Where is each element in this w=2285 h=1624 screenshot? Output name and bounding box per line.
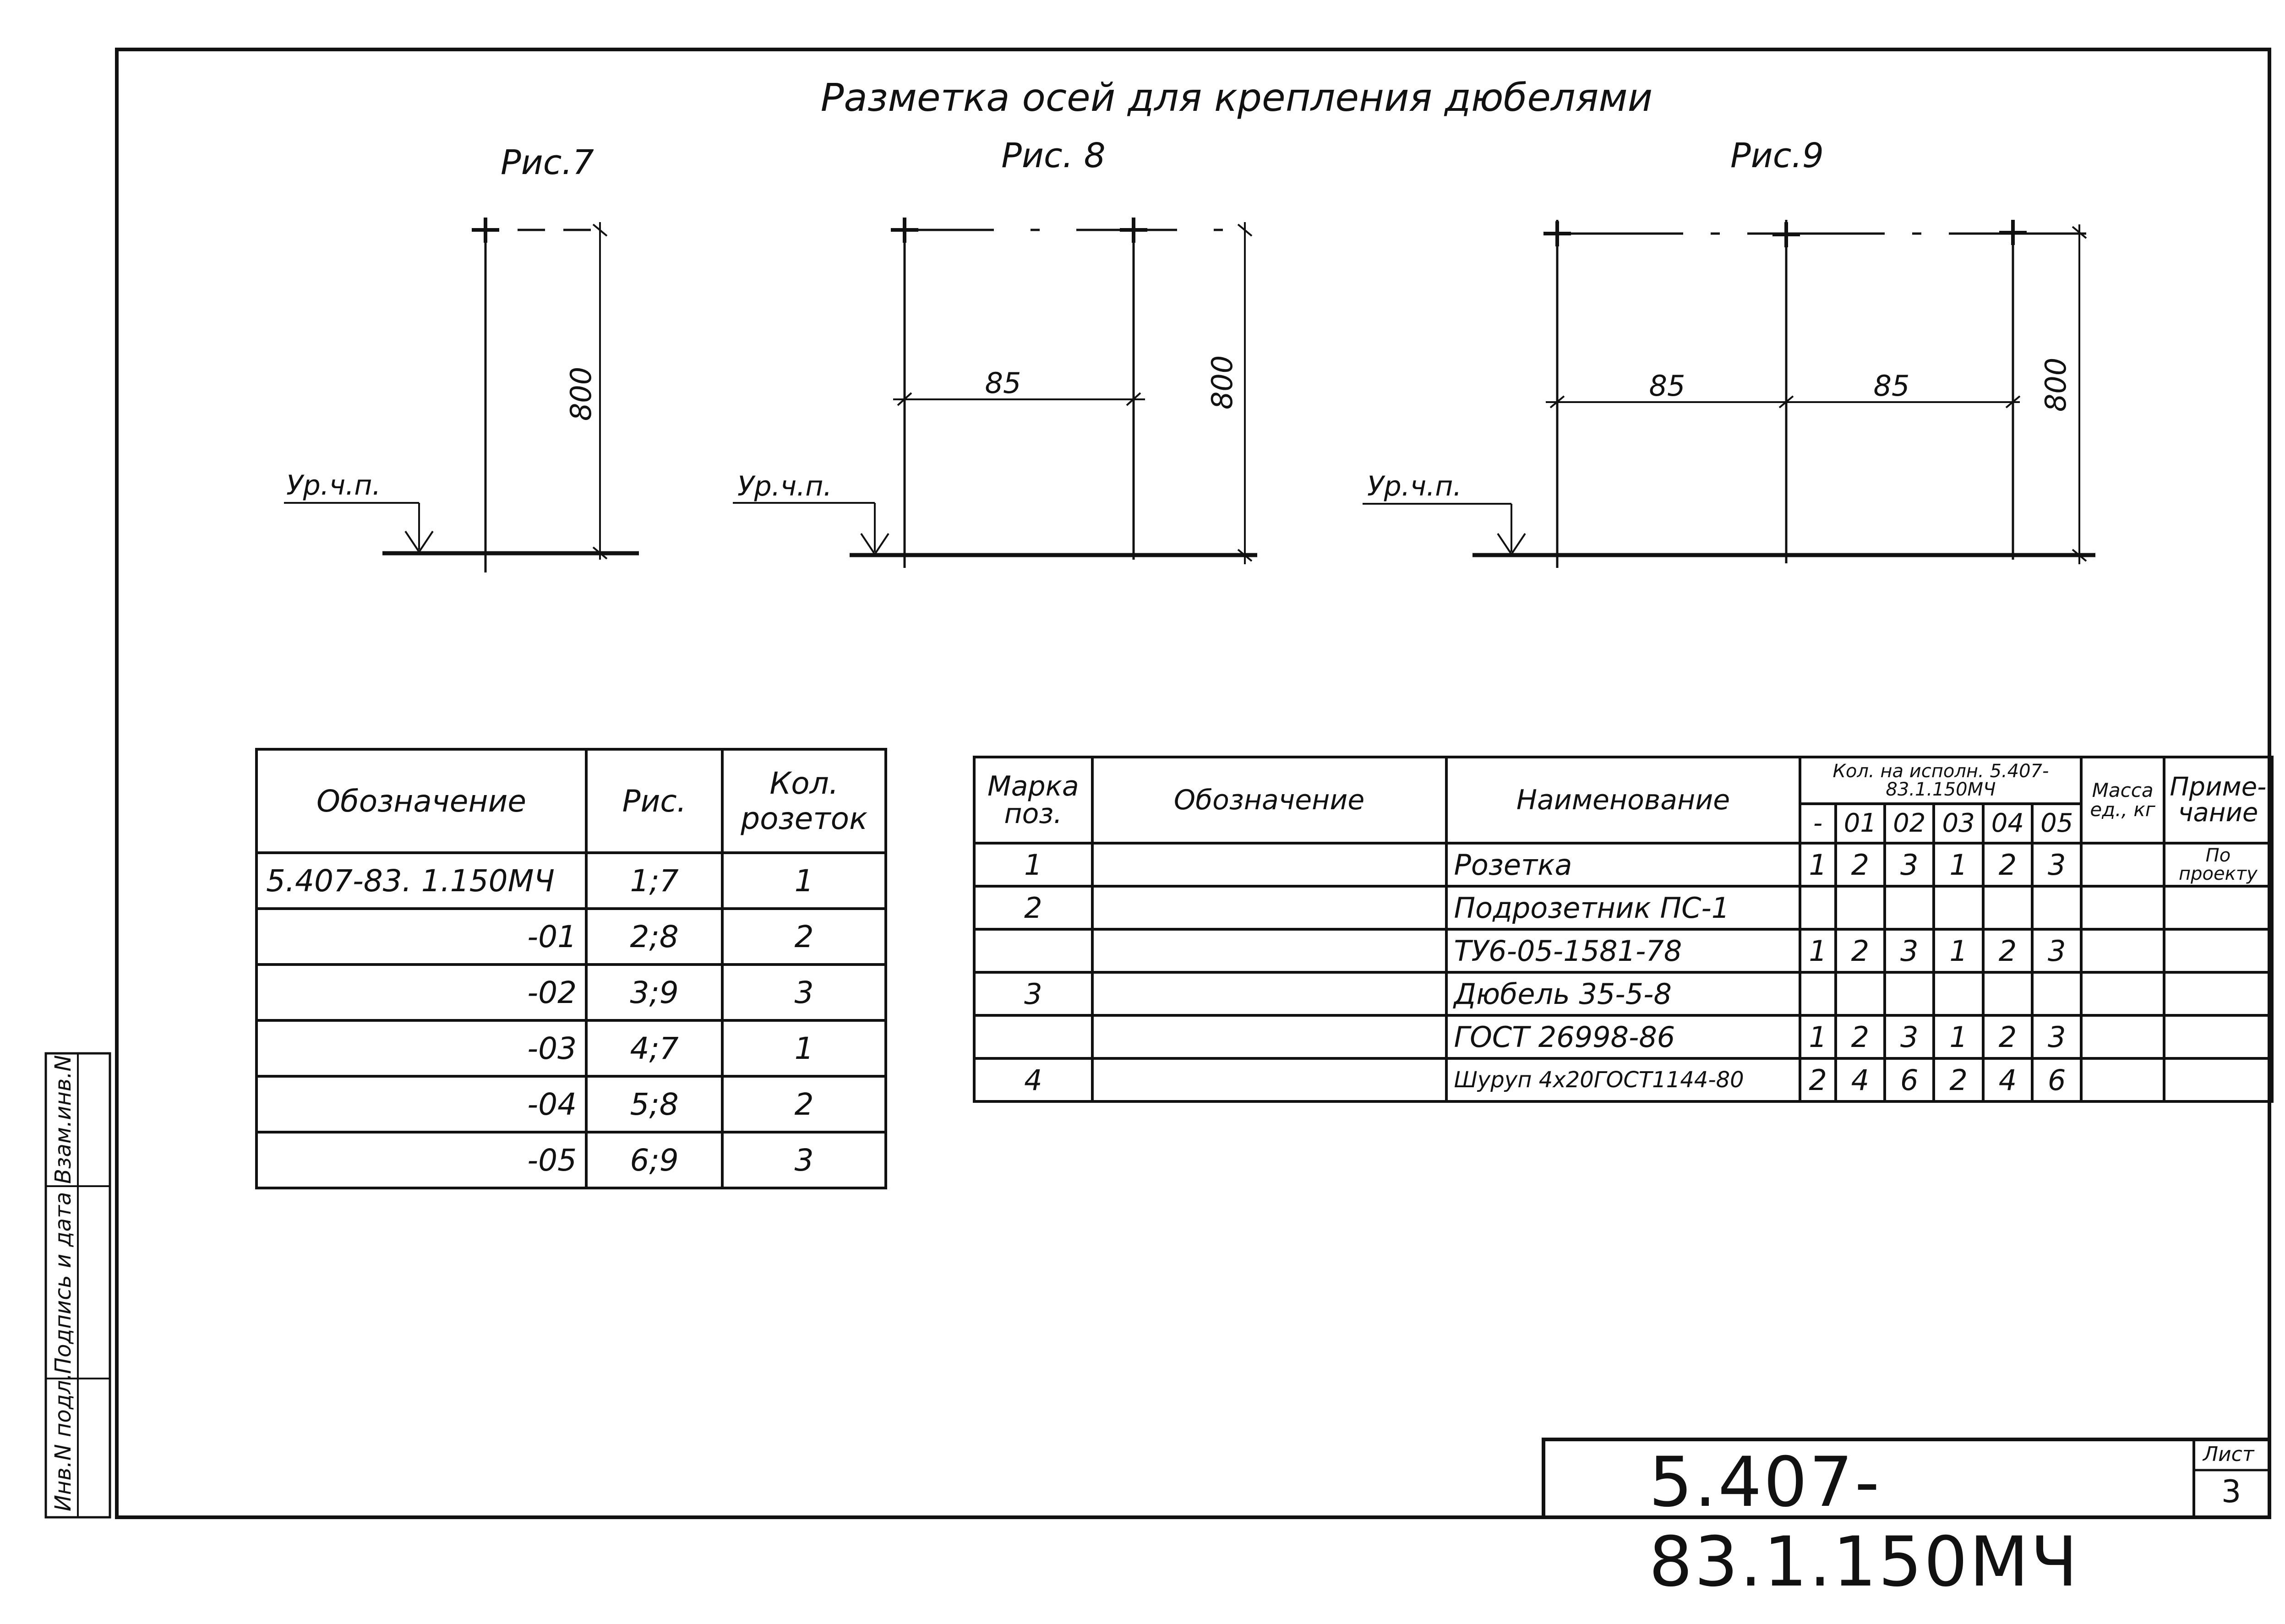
table-row	[256, 909, 886, 965]
specification-header	[974, 757, 2272, 804]
spec-subheader-04: 04	[1983, 804, 2032, 843]
spec-cell-qty	[1983, 886, 2032, 929]
spec-cell-qty: 1	[1934, 843, 1983, 886]
variants-cell-figure: 6;9	[586, 1132, 722, 1188]
spec-cell-qty: 1	[1800, 843, 1835, 886]
spec-cell-qty: 2	[1983, 843, 2032, 886]
spec-header-name: Наименование	[1446, 757, 1800, 843]
variants-cell-designation: 5.407-83. 1.150МЧ	[256, 853, 586, 909]
spec-cell-qty: 2	[1934, 1058, 1983, 1101]
variants-table	[255, 748, 887, 1189]
spec-cell-designation	[1092, 1058, 1446, 1101]
table-row	[974, 843, 2272, 886]
spec-subheader-03: 03	[1934, 804, 1983, 843]
figure-8-dim-800: 800	[1205, 355, 1239, 410]
spec-cell-qty: 3	[2032, 843, 2081, 886]
variants-cell-outlets: 2	[722, 1076, 886, 1132]
table-row	[256, 1076, 886, 1132]
figure-9	[1363, 136, 2095, 568]
variants-cell-outlets: 1	[722, 1020, 886, 1076]
spec-cell-qty: 2	[1983, 1015, 2032, 1058]
spec-header-mass: Масса ед., кг	[2081, 757, 2164, 843]
spec-cell-qty	[2032, 972, 2081, 1015]
figure-9-level-label: Ур.ч.п.	[1367, 470, 1462, 502]
spec-cell-mark: 2	[974, 886, 1092, 929]
variants-cell-figure: 1;7	[586, 853, 722, 909]
spec-cell-qty	[1800, 972, 1835, 1015]
spec-header-mark: Марка поз.	[974, 757, 1092, 843]
spec-cell-name: Дюбель 35-5-8	[1446, 972, 1800, 1015]
table-row	[974, 886, 2272, 929]
spec-cell-mark: 4	[974, 1058, 1092, 1101]
variants-cell-designation: -04	[256, 1076, 586, 1132]
variants-cell-outlets: 3	[722, 1132, 886, 1188]
spec-cell-mass	[2081, 929, 2164, 972]
spec-cell-qty: 1	[1934, 929, 1983, 972]
variants-cell-figure: 2;8	[586, 909, 722, 965]
drawing-title: Разметка осей для крепления дюбелями	[820, 75, 1653, 120]
title-block-sheet-label: Лист	[2203, 1443, 2254, 1466]
specification-table	[973, 756, 2274, 1103]
figure-9-label: Рис.9	[1730, 136, 1824, 175]
spec-cell-qty: 2	[1800, 1058, 1835, 1101]
spec-subheader-05: 05	[2032, 804, 2081, 843]
variants-header-figure: Рис.	[586, 749, 722, 853]
spec-cell-note: По проекту	[2164, 843, 2272, 886]
spec-cell-qty	[1885, 886, 1934, 929]
side-stamp-signature-date: Подпись и дата	[50, 1192, 76, 1374]
spec-cell-qty: 1	[1800, 929, 1835, 972]
spec-cell-note	[2164, 1058, 2272, 1101]
variants-cell-designation: -03	[256, 1020, 586, 1076]
figure-7	[284, 143, 639, 572]
variants-cell-designation: -01	[256, 909, 586, 965]
table-row	[974, 1015, 2272, 1058]
spec-cell-mass	[2081, 1015, 2164, 1058]
figure-7-level-label: Ур.ч.п.	[286, 469, 381, 501]
spec-cell-mass	[2081, 972, 2164, 1015]
variants-cell-outlets: 2	[722, 909, 886, 965]
spec-cell-name: Розетка	[1446, 843, 1800, 886]
spec-cell-qty: 4	[1983, 1058, 2032, 1101]
spec-cell-designation	[1092, 843, 1446, 886]
spec-cell-note	[2164, 886, 2272, 929]
spec-cell-qty: 3	[2032, 1015, 2081, 1058]
spec-cell-qty	[1885, 972, 1934, 1015]
variants-header-outlets: Кол. розеток	[722, 749, 886, 853]
figure-7-label: Рис.7	[500, 143, 594, 182]
title-block-sheet-number: 3	[2221, 1474, 2241, 1510]
spec-cell-qty: 1	[1800, 1015, 1835, 1058]
figure-9-dim-85-right: 85	[1873, 369, 1910, 403]
spec-header-note: Приме- чание	[2164, 757, 2272, 843]
variants-cell-outlets: 3	[722, 965, 886, 1020]
figure-9-dim-800: 800	[2039, 357, 2072, 412]
variants-cell-designation: -02	[256, 965, 586, 1020]
spec-cell-qty: 2	[1836, 843, 1885, 886]
spec-cell-qty: 1	[1934, 1015, 1983, 1058]
spec-cell-qty	[1983, 972, 2032, 1015]
spec-cell-note	[2164, 1015, 2272, 1058]
figure-8-dim-85: 85	[985, 366, 1021, 400]
spec-cell-name: ГОСТ 26998-86	[1446, 1015, 1800, 1058]
spec-subheader-02: 02	[1885, 804, 1934, 843]
variants-table-header	[256, 749, 886, 853]
figure-8	[733, 136, 1260, 568]
spec-cell-qty: 3	[1885, 843, 1934, 886]
variants-cell-designation: -05	[256, 1132, 586, 1188]
figure-8-label: Рис. 8	[1001, 136, 1106, 175]
spec-cell-mass	[2081, 1058, 2164, 1101]
spec-cell-qty: 2	[1836, 1015, 1885, 1058]
spec-cell-mass	[2081, 886, 2164, 929]
spec-subheader-base: -	[1800, 804, 1835, 843]
spec-header-designation: Обозначение	[1092, 757, 1446, 843]
spec-subheader-01: 01	[1836, 804, 1885, 843]
spec-cell-designation	[1092, 929, 1446, 972]
spec-cell-qty: 2	[1983, 929, 2032, 972]
table-row	[256, 965, 886, 1020]
variants-header-designation: Обозначение	[256, 749, 586, 853]
spec-cell-qty	[1934, 886, 1983, 929]
side-stamp-inv-no: Инв.N подл.	[50, 1373, 76, 1511]
variants-cell-figure: 3;9	[586, 965, 722, 1020]
spec-cell-qty	[2032, 886, 2081, 929]
table-row	[256, 853, 886, 909]
spec-cell-qty	[1836, 972, 1885, 1015]
spec-cell-qty: 6	[1885, 1058, 1934, 1101]
variants-cell-figure: 4;7	[586, 1020, 722, 1076]
spec-cell-qty	[1934, 972, 1983, 1015]
spec-cell-qty: 3	[1885, 1015, 1934, 1058]
figure-7-dim-800: 800	[564, 366, 598, 421]
table-row	[974, 929, 2272, 972]
spec-cell-mass	[2081, 843, 2164, 886]
variants-cell-outlets: 1	[722, 853, 886, 909]
spec-cell-note	[2164, 929, 2272, 972]
spec-cell-qty: 3	[2032, 929, 2081, 972]
figure-9-dim-85-left: 85	[1649, 369, 1685, 403]
spec-cell-qty: 2	[1836, 929, 1885, 972]
spec-cell-mark	[974, 929, 1092, 972]
spec-cell-name: Подрозетник ПС-1	[1446, 886, 1800, 929]
spec-cell-qty	[1800, 886, 1835, 929]
spec-cell-mark	[974, 1015, 1092, 1058]
table-row	[256, 1020, 886, 1076]
side-stamp-replacement-inv: Взам.инв.N	[50, 1055, 76, 1184]
spec-cell-note	[2164, 972, 2272, 1015]
spec-cell-qty: 4	[1836, 1058, 1885, 1101]
table-row	[256, 1132, 886, 1188]
spec-cell-qty: 6	[2032, 1058, 2081, 1101]
spec-header-qty: Кол. на исполн. 5.407-83.1.150МЧ	[1800, 757, 2081, 804]
spec-cell-qty	[1836, 886, 1885, 929]
variants-cell-figure: 5;8	[586, 1076, 722, 1132]
spec-cell-mark: 1	[974, 843, 1092, 886]
spec-cell-qty: 3	[1885, 929, 1934, 972]
table-row	[974, 1058, 2272, 1101]
spec-cell-name: Шуруп 4х20ГОСТ1144-80	[1446, 1058, 1800, 1101]
figure-8-level-label: Ур.ч.п.	[737, 470, 832, 502]
spec-cell-designation	[1092, 1015, 1446, 1058]
spec-cell-mark: 3	[974, 972, 1092, 1015]
table-row	[974, 972, 2272, 1015]
spec-cell-name: ТУ6-05-1581-78	[1446, 929, 1800, 972]
title-block-code: 5.407-83.1.150МЧ	[1649, 1443, 2080, 1602]
spec-cell-designation	[1092, 886, 1446, 929]
spec-cell-designation	[1092, 972, 1446, 1015]
